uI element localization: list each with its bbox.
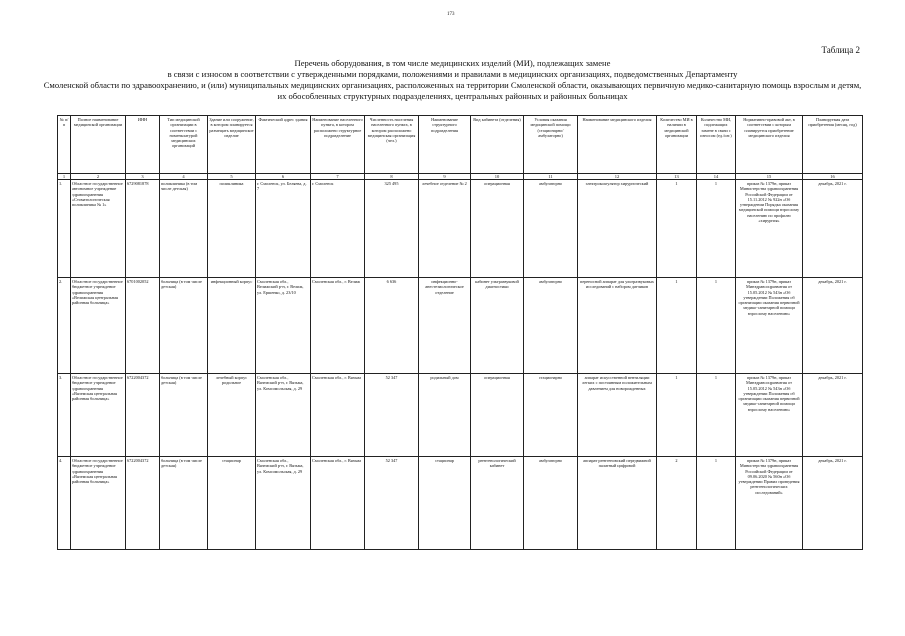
column-number: 14 xyxy=(697,174,736,180)
quantity-available: 2 xyxy=(657,457,697,550)
column-number: 3 xyxy=(126,174,160,180)
title-line: в связи с износом в соответствии с утвержденными порядками, положениями и правилами в медицинских организациях, подведомственных Департаменту xyxy=(167,69,738,79)
organization-name: Областное государственное автономное учреждение здравоохранения «Стоматологическая поликлиника № 1» xyxy=(71,180,126,278)
inn: 6701002052 xyxy=(126,278,160,374)
care-conditions: амбулаторно xyxy=(524,457,578,550)
settlement: Смоленская обл., г. Вязьма xyxy=(311,457,365,550)
title-line: их обособленных структурных подразделениях, центральных районных и районных больницах xyxy=(277,91,628,101)
quantity-replace: 1 xyxy=(697,180,736,278)
table-label: Таблица 2 xyxy=(821,45,860,55)
subdivision: лечебное отделение № 2 xyxy=(419,180,471,278)
header-cell: Количество МИ в наличии в медицинской организации xyxy=(657,116,697,174)
address: г. Смоленск, ул. Беляева, д. 7 xyxy=(256,180,311,278)
device-name: аппарат искусственной вентиляции легких с постоянным положительным давлением для новорожденных xyxy=(578,374,657,457)
organization-name: Областное государственное бюджетное учреждение здравоохранения «Велижская центральная районная больница» xyxy=(71,278,126,374)
planned-date: декабрь, 2021 г. xyxy=(803,278,863,374)
address: Смоленская обл., Вяземский р-н, г. Вязьма, ул. Комсомольская, д. 29 xyxy=(256,374,311,457)
header-cell: Здание или сооружение, в котором планируется размещать медицинское изделие xyxy=(208,116,256,174)
legal-act: приказ № 1379н, приказ Минздравсоцразвития от 15.05.2012 № 543н «Об утверждении Положения об организации оказания первичной медико-санитарной помощи взрослому населению» xyxy=(736,278,803,374)
column-number: 2 xyxy=(71,174,126,180)
inn: 6722004372 xyxy=(126,374,160,457)
legal-act: приказ № 1379н, приказ Министерства здравоохранения Российской Федерации от 15.11.2012 № 922н «Об утверждении Порядка оказания медицинской помощи взрослому населению по профилю «хирургия» xyxy=(736,180,803,278)
header-cell: № п/п xyxy=(58,116,71,174)
column-number: 7 xyxy=(311,174,365,180)
column-number: 15 xyxy=(736,174,803,180)
settlement: Смоленская обл., г. Вязьма xyxy=(311,374,365,457)
planned-date: декабрь, 2021 г. xyxy=(803,374,863,457)
table-row xyxy=(58,180,863,278)
care-conditions: амбулаторно xyxy=(524,180,578,278)
quantity-replace: 1 xyxy=(697,278,736,374)
population: 325 495 xyxy=(365,180,419,278)
organization-type: поликлиника (в том числе детская) xyxy=(160,180,208,278)
planned-date: декабрь, 2021 г. xyxy=(803,180,863,278)
subdivision: родильный дом xyxy=(419,374,471,457)
header-cell: Наименование структурного подразделения xyxy=(419,116,471,174)
quantity-replace: 1 xyxy=(697,457,736,550)
row-number: 2. xyxy=(58,278,71,374)
header-cell: Наименование населенного пункта, в котором расположено структурное подразделение xyxy=(311,116,365,174)
legal-act: приказ № 1379н, приказ Минздравсоцразвития от 15.05.2012 № 543н «Об утверждении Положения об организации оказания первичной медико-санитарной помощи взрослому населению» xyxy=(736,374,803,457)
column-number: 9 xyxy=(419,174,471,180)
organization-type: больница (в том числе детская) xyxy=(160,457,208,550)
header-cell: Количество МИ, подлежащих замене в связи с износом (ед./шт.) xyxy=(697,116,736,174)
quantity-available: 1 xyxy=(657,374,697,457)
column-number: 4 xyxy=(160,174,208,180)
equipment-table xyxy=(57,115,863,550)
room-type: операционная xyxy=(471,180,524,278)
quantity-replace: 1 xyxy=(697,374,736,457)
population: 52 347 xyxy=(365,374,419,457)
title-line: Перечень оборудования, в том числе медицинских изделий (МИ), подлежащих замене xyxy=(294,58,611,68)
building: стационар xyxy=(208,457,256,550)
column-number: 16 xyxy=(803,174,863,180)
room-type: рентгенологический кабинет xyxy=(471,457,524,550)
title-line: Смоленской области по здравоохранению, и (или) муниципальных медицинских организациях, расположенных на территории Смоленской области, оказывающих первичную медико-санитарную помощь взрослым и детям, xyxy=(43,80,862,90)
building: лечебный корпус родильное xyxy=(208,374,256,457)
row-number: 4. xyxy=(58,457,71,550)
header-cell: Численность населения населенного пункта, в котором расположено медицинская организация (чел.) xyxy=(365,116,419,174)
table-row xyxy=(58,457,863,550)
table-row xyxy=(58,374,863,457)
population: 52 347 xyxy=(365,457,419,550)
address: Смоленская обл., Велижский р-н, г. Велиж, ул. Ершенко, д. 23/10 xyxy=(256,278,311,374)
inn: 6722004372 xyxy=(126,457,160,550)
organization-name: Областное государственное бюджетное учреждение здравоохранения «Вяземская центральная районная больница» xyxy=(71,457,126,550)
quantity-available: 1 xyxy=(657,278,697,374)
settlement: Смоленская обл., г. Велиж xyxy=(311,278,365,374)
settlement: г. Смоленск xyxy=(311,180,365,278)
header-cell: Нормативно-правовой акт, в соответствии с которым планируется приобретение медицинского изделия xyxy=(736,116,803,174)
population: 6 636 xyxy=(365,278,419,374)
page-number: 173 xyxy=(447,12,455,17)
legal-act: приказ № 1379н, приказ Министерства здравоохранения Российской Федерации от 09.06.2020 № 560н «Об утверждении Правил проведения рентгенологических исследований» xyxy=(736,457,803,550)
header-row xyxy=(58,116,863,174)
organization-type: больница (в том числе детская) xyxy=(160,374,208,457)
table-row xyxy=(58,278,863,374)
quantity-available: 1 xyxy=(657,180,697,278)
row-number: 3. xyxy=(58,374,71,457)
header-cell: Вид кабинета (отделения) xyxy=(471,116,524,174)
address: Смоленская обл., Вяземский р-н, г. Вязьма, ул. Комсомольская, д. 29 xyxy=(256,457,311,550)
room-type: кабинет ультразвуковой диагностики xyxy=(471,278,524,374)
building: инфекционный корпус xyxy=(208,278,256,374)
care-conditions: амбулаторно xyxy=(524,278,578,374)
room-type: операционная xyxy=(471,374,524,457)
column-number: 11 xyxy=(524,174,578,180)
header-cell: Условия оказания медицинской помощи (стационарно/ амбулаторно) xyxy=(524,116,578,174)
row-number: 1. xyxy=(58,180,71,278)
column-number: 6 xyxy=(256,174,311,180)
header-cell: Тип медицинской организации в соответствии с номенклатурой медицинских организаций xyxy=(160,116,208,174)
subdivision: стационар xyxy=(419,457,471,550)
column-number: 5 xyxy=(208,174,256,180)
subdivision: инфекционно-анестезиологическое отделение xyxy=(419,278,471,374)
planned-date: декабрь, 2021 г. xyxy=(803,457,863,550)
header-cell: Планируемая дата приобретения (месяц, год) xyxy=(803,116,863,174)
organization-type: больница (в том числе детская) xyxy=(160,278,208,374)
column-number: 1 xyxy=(58,174,71,180)
organization-name: Областное государственное бюджетное учреждение здравоохранения «Вяземская центральная районная больница» xyxy=(71,374,126,457)
column-number: 12 xyxy=(578,174,657,180)
inn: 6729081878 xyxy=(126,180,160,278)
care-conditions: стационарно xyxy=(524,374,578,457)
document-title xyxy=(40,58,865,102)
column-number: 13 xyxy=(657,174,697,180)
header-cell: Наименование медицинского изделия xyxy=(578,116,657,174)
header-cell: Полное наименование медицинской организации xyxy=(71,116,126,174)
device-name: переносной аппарат для ультразвуковых исследований с набором датчиков xyxy=(578,278,657,374)
header-cell: Фактический адрес здания xyxy=(256,116,311,174)
building: поликлиника xyxy=(208,180,256,278)
device-name: электрокоагулятор хирургический xyxy=(578,180,657,278)
header-cell: ИНН xyxy=(126,116,160,174)
device-name: аппарат рентгеновский передвижной палатный цифровой xyxy=(578,457,657,550)
column-number: 8 xyxy=(365,174,419,180)
column-number: 10 xyxy=(471,174,524,180)
